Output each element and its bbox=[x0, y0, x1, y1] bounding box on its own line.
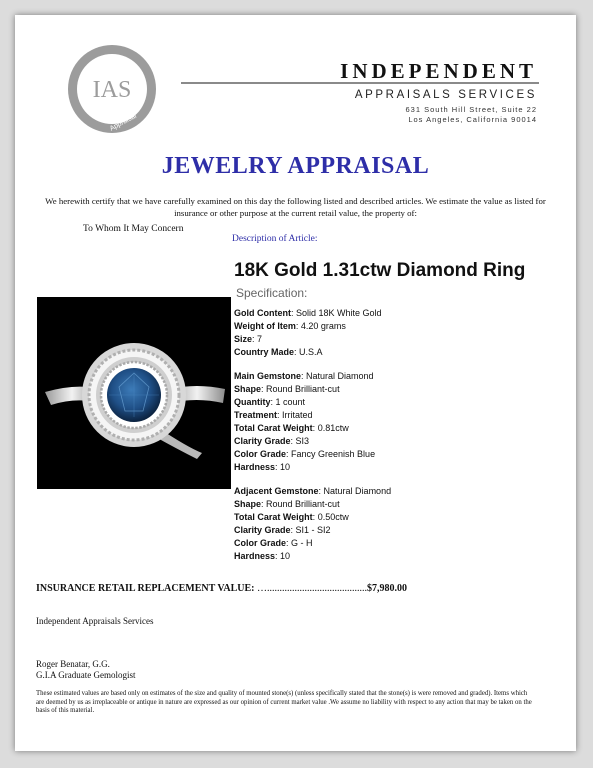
spec-label: Total Carat Weight bbox=[234, 512, 313, 522]
gold-spec-group bbox=[234, 307, 391, 359]
spec-label: Shape bbox=[234, 499, 262, 509]
address-line-2: Los Angeles, California 90014 bbox=[408, 115, 537, 124]
spec-value: Solid 18K White Gold bbox=[296, 308, 382, 318]
spec-label: Size bbox=[234, 334, 253, 344]
ias-logo bbox=[66, 43, 158, 135]
spec-row: Clarity Grade: SI3 bbox=[234, 436, 310, 446]
spec-value: 10 bbox=[280, 551, 291, 561]
spec-row: Adjacent Gemstone: Natural Diamond bbox=[234, 486, 392, 496]
spec-row: Hardness: 10 bbox=[234, 462, 291, 472]
spec-label: Adjacent Gemstone bbox=[234, 486, 319, 496]
spec-row: Size: 7 bbox=[234, 334, 263, 344]
document-title: JEWELRY APPRAISAL bbox=[161, 153, 430, 179]
spec-row: Clarity Grade: SI1 - SI2 bbox=[234, 525, 331, 535]
spec-label: Hardness bbox=[234, 551, 276, 561]
spec-row: Shape: Round Brilliant-cut bbox=[234, 384, 340, 394]
spec-value: 0.50ctw bbox=[317, 512, 349, 522]
insurance-label: INSURANCE RETAIL REPLACEMENT VALUE: bbox=[36, 583, 255, 594]
insurance-value-line bbox=[36, 583, 407, 594]
spec-label: Color Grade bbox=[234, 538, 287, 548]
appraiser-name: Roger Benatar, G.G. bbox=[36, 659, 110, 669]
spec-label: Main Gemstone bbox=[234, 371, 302, 381]
insurance-amount: $7,980.00 bbox=[366, 583, 407, 594]
spec-row: Color Grade: G - H bbox=[234, 538, 313, 548]
spec-row: Hardness: 10 bbox=[234, 551, 291, 561]
spec-row: Main Gemstone: Natural Diamond bbox=[234, 371, 374, 381]
spec-value: SI3 bbox=[295, 436, 310, 446]
spec-value: 1 count bbox=[275, 397, 306, 407]
spec-value: SI1 - SI2 bbox=[295, 525, 331, 535]
specification-label: Specification: bbox=[236, 286, 308, 300]
ring-photo bbox=[37, 297, 231, 489]
spec-row: Total Carat Weight: 0.50ctw bbox=[234, 512, 349, 522]
spec-label: Shape bbox=[234, 384, 262, 394]
recipient: To Whom It May Concern bbox=[83, 224, 184, 234]
spec-label: Gold Content bbox=[234, 308, 291, 318]
spec-label: Treatment bbox=[234, 410, 278, 420]
spec-value: Round Brilliant-cut bbox=[266, 499, 340, 509]
spec-value: Natural Diamond bbox=[306, 371, 374, 381]
spec-label: Hardness bbox=[234, 462, 276, 472]
spec-label: Color Grade bbox=[234, 449, 287, 459]
disclaimer: These estimated values are based only on estimates of the size and quality of mounted stone(s) (unless specifically stated that the stone(s) is were removed and graded). Items which are deemed by us as irreplaceable or antique in nature are expressed as our opinion of current market value .We assume no liability with respect to any action that may be taken on the basis of this material. bbox=[36, 690, 532, 715]
spec-row: Gold Content: Solid 18K White Gold bbox=[234, 308, 382, 318]
specifications bbox=[234, 307, 391, 574]
appraiser-block bbox=[36, 659, 135, 681]
company-address bbox=[315, 105, 537, 125]
spec-row: Total Carat Weight: 0.81ctw bbox=[234, 423, 349, 433]
appraiser-title: G.I.A Graduate Gemologist bbox=[36, 670, 136, 680]
adjacent-gemstone-group bbox=[234, 485, 391, 563]
company-subtitle: APPRAISALS SERVICES bbox=[354, 89, 537, 101]
spec-value: 4.20 grams bbox=[300, 321, 346, 331]
spec-value: G - H bbox=[291, 538, 313, 548]
company-name: INDEPENDENT bbox=[340, 59, 537, 83]
spec-row: Shape: Round Brilliant-cut bbox=[234, 499, 340, 509]
spec-value: Round Brilliant-cut bbox=[266, 384, 340, 394]
spec-label: Clarity Grade bbox=[234, 525, 291, 535]
certification-text: We herewith certify that we have carefully examined on this day the following listed and described articles. We estimate the value as listed for insurance or other purpose at the current retail value, the property of: bbox=[45, 196, 546, 218]
appraisal-page bbox=[15, 15, 576, 751]
spec-value: 0.81ctw bbox=[317, 423, 349, 433]
logo-text: IAS bbox=[92, 77, 132, 103]
spec-label: Clarity Grade bbox=[234, 436, 291, 446]
spec-value: U.S.A bbox=[299, 347, 323, 357]
logo-ring-text: Appraisal bbox=[108, 112, 138, 133]
spec-value: 7 bbox=[257, 334, 263, 344]
main-gemstone-group bbox=[234, 370, 391, 474]
address-line-1: 631 South Hill Street, Suite 22 bbox=[405, 105, 537, 114]
spec-value: Natural Diamond bbox=[323, 486, 392, 496]
spec-row: Country Made: U.S.A bbox=[234, 347, 323, 357]
spec-row: Treatment: Irritated bbox=[234, 410, 313, 420]
spec-value: Fancy Greenish Blue bbox=[291, 449, 376, 459]
spec-row: Color Grade: Fancy Greenish Blue bbox=[234, 449, 376, 459]
spec-value: 10 bbox=[280, 462, 291, 472]
insurance-dots: …........................................ bbox=[256, 583, 367, 594]
company-signature: Independent Appraisals Services bbox=[36, 616, 154, 626]
description-label: Description of Article: bbox=[232, 234, 318, 244]
spec-label: Quantity bbox=[234, 397, 271, 407]
spec-label: Country Made bbox=[234, 347, 295, 357]
spec-label: Weight of Item bbox=[234, 321, 296, 331]
spec-row: Quantity: 1 count bbox=[234, 397, 306, 407]
spec-value: Irritated bbox=[282, 410, 313, 420]
spec-row: Weight of Item: 4.20 grams bbox=[234, 321, 346, 331]
item-title: 18K Gold 1.31ctw Diamond Ring bbox=[234, 260, 526, 281]
spec-label: Total Carat Weight bbox=[234, 423, 313, 433]
